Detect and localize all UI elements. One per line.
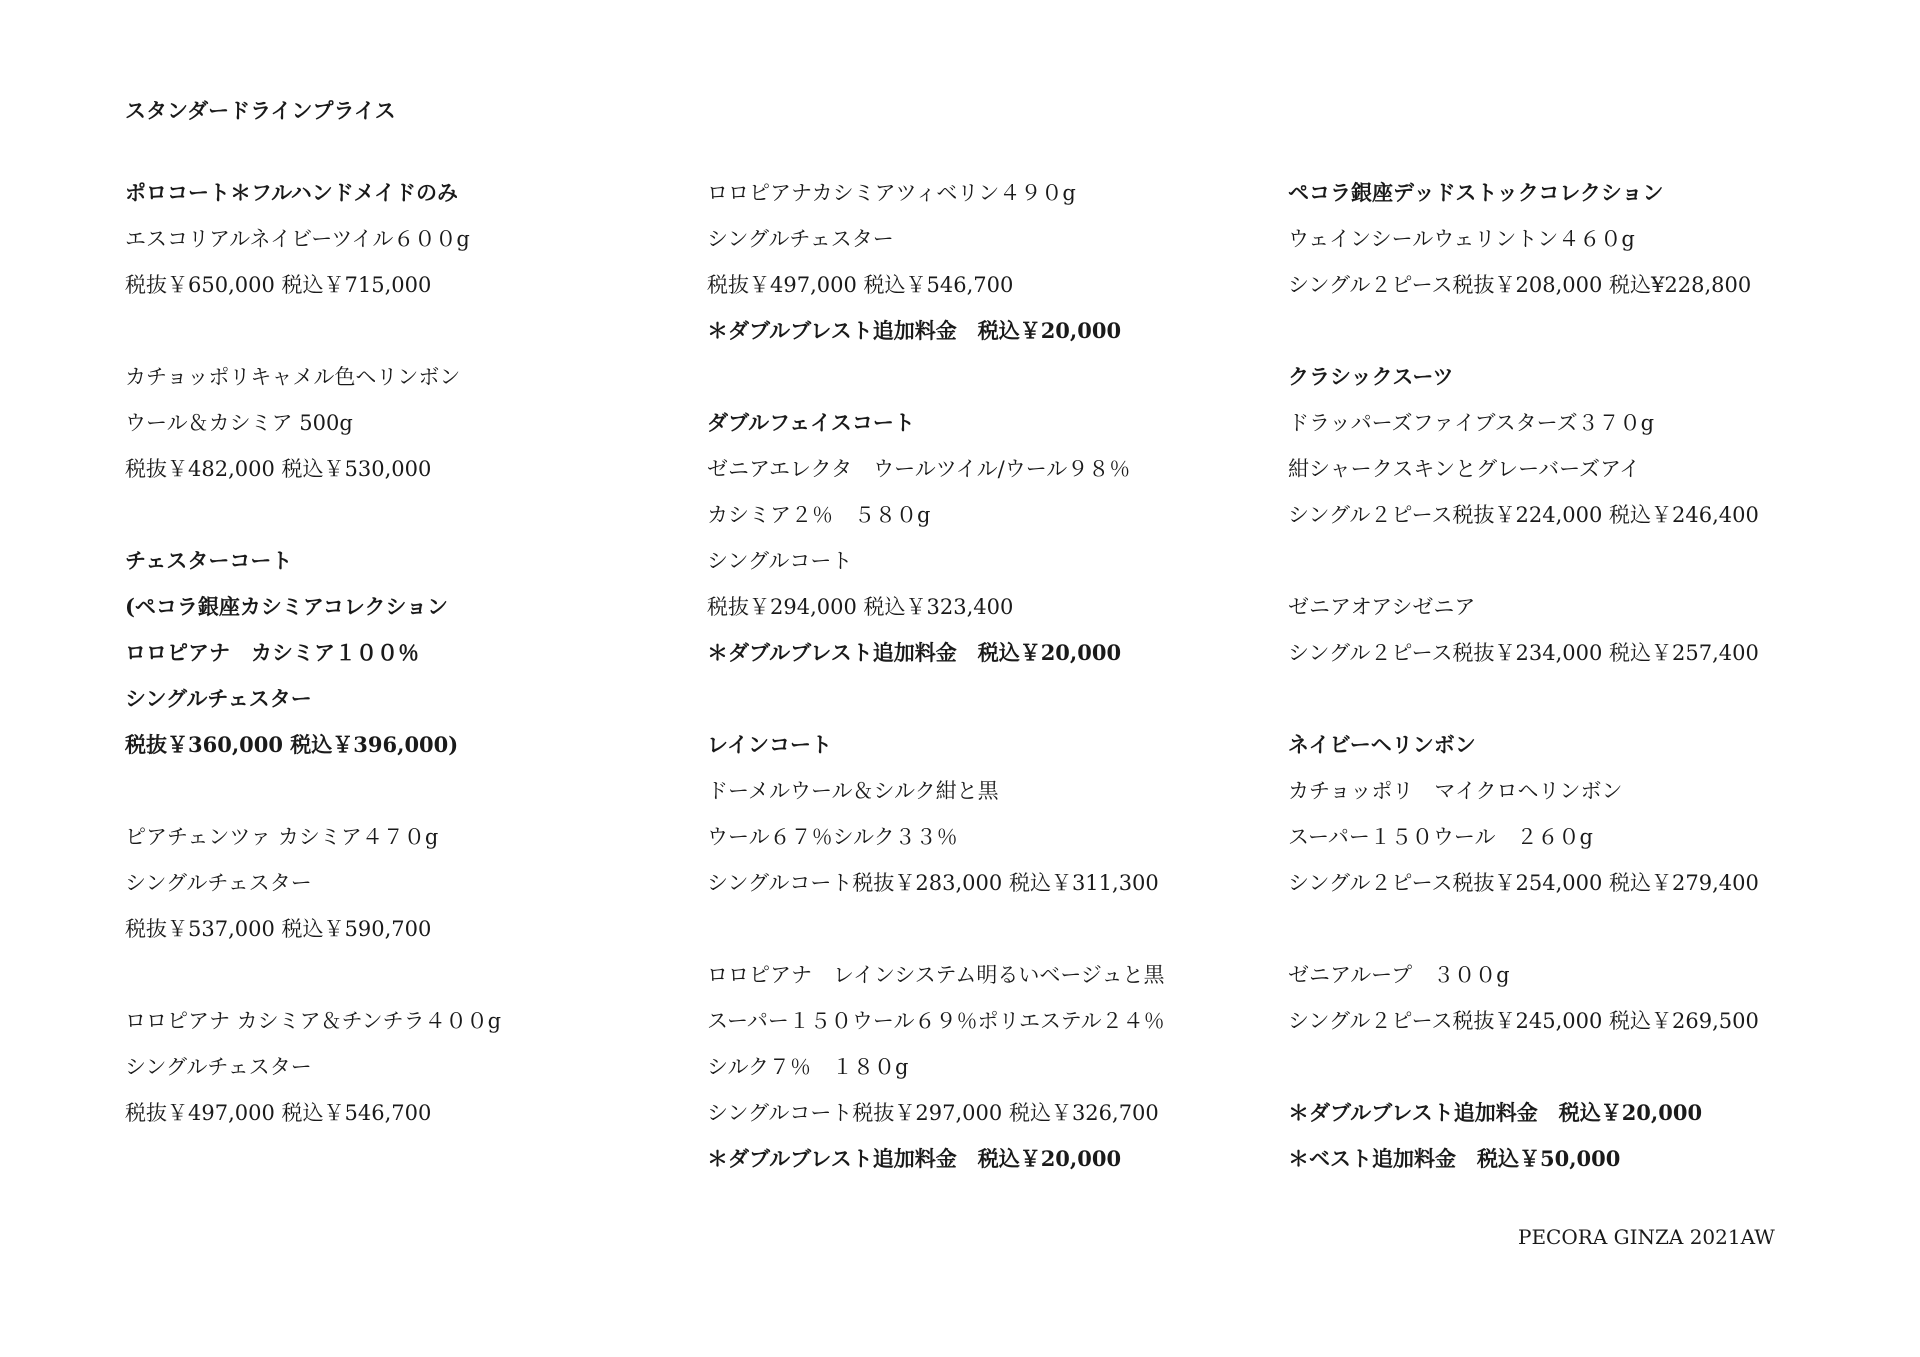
price-line: ロロピアナカシミアツィベリン４９０g (707, 181, 1076, 205)
section-heading: ＊ダブルブレスト追加料金 税込￥20,000 (707, 1146, 1122, 1171)
price-line: カチョッポリ マイクロヘリンボン (1288, 779, 1623, 803)
section-heading: ネイビーヘリンボン (1288, 732, 1476, 757)
price-line: シングル２ピース税抜￥224,000 税込￥246,400 (1288, 503, 1759, 527)
section-heading: シングルチェスター (125, 686, 312, 711)
spacer (1288, 906, 1848, 952)
price-line: 税抜￥650,000 税込￥715,000 (125, 273, 432, 297)
page-title: スタンダードラインプライス (125, 98, 396, 123)
price-line: ゼニアオアシゼニア (1288, 595, 1476, 619)
section-heading: ペコラ銀座デッドストックコレクション (1288, 180, 1664, 205)
price-line: 税抜￥482,000 税込￥530,000 (125, 457, 432, 481)
price-line: ロロピアナ カシミア＆チンチラ４００g (125, 1009, 502, 1033)
price-line: ドーメルウール＆シルク紺と黒 (707, 779, 999, 803)
price-column-1 (125, 170, 685, 1136)
spacer (707, 906, 1267, 952)
spacer (1288, 308, 1848, 354)
price-line: シングルチェスター (125, 871, 312, 895)
spacer (1288, 538, 1848, 584)
section-heading: (ペコラ銀座カシミアコレクション (125, 594, 449, 619)
price-line: シングル２ピース税抜￥208,000 税込¥228,800 (1288, 273, 1752, 297)
section-heading: ＊ダブルブレスト追加料金 税込￥20,000 (707, 318, 1122, 343)
price-line: ゼニアループ ３００g (1288, 963, 1510, 987)
section-heading: ＊ベスト追加料金 税込￥50,000 (1288, 1146, 1621, 1171)
section-heading: ポロコート＊フルハンドメイドのみ (125, 180, 459, 205)
price-line: 税抜￥497,000 税込￥546,700 (707, 273, 1014, 297)
price-line: シングルコート (707, 549, 853, 573)
price-line: ウェインシールウェリントン４６０g (1288, 227, 1635, 251)
price-line: シングルチェスター (125, 1055, 312, 1079)
section-heading: ロロピアナ カシミア１００％ (125, 640, 419, 665)
section-heading: チェスターコート (125, 548, 293, 573)
price-column-2 (707, 170, 1267, 1182)
price-line: シングルコート税抜￥297,000 税込￥326,700 (707, 1101, 1159, 1125)
spacer (125, 952, 685, 998)
price-column-3 (1288, 170, 1848, 1182)
spacer (1288, 676, 1848, 722)
price-line: カチョッポリキャメル色ヘリンボン (125, 365, 461, 389)
spacer (707, 354, 1267, 400)
price-line: シングル２ピース税抜￥234,000 税込￥257,400 (1288, 641, 1759, 665)
spacer (125, 308, 685, 354)
section-heading: ダブルフェイスコート (707, 410, 915, 435)
price-line: 税抜￥537,000 税込￥590,700 (125, 917, 432, 941)
section-heading: レインコート (707, 732, 832, 757)
price-line: 税抜￥294,000 税込￥323,400 (707, 595, 1014, 619)
footer-brand: PECORA GINZA 2021AW (1518, 1225, 1775, 1249)
section-heading: ＊ダブルブレスト追加料金 税込￥20,000 (1288, 1100, 1703, 1125)
price-line: シングル２ピース税抜￥254,000 税込￥279,400 (1288, 871, 1759, 895)
price-line: ゼニアエレクタ ウールツイル/ウール９８％ (707, 457, 1131, 481)
spacer (125, 492, 685, 538)
spacer (125, 768, 685, 814)
price-line: 税抜￥497,000 税込￥546,700 (125, 1101, 432, 1125)
section-heading: 税抜￥360,000 税込￥396,000) (125, 732, 459, 757)
price-line: シングル２ピース税抜￥245,000 税込￥269,500 (1288, 1009, 1759, 1033)
price-line: シングルコート税抜￥283,000 税込￥311,300 (707, 871, 1159, 895)
price-line: スーパー１５０ウール ２６０g (1288, 825, 1593, 849)
price-line: ウール６７％シルク３３％ (707, 825, 958, 849)
price-line: ピアチェンツァ カシミア４７０g (125, 825, 439, 849)
price-line: シルク７％ １８０g (707, 1055, 909, 1079)
price-line: ウール＆カシミア 500g (125, 411, 353, 435)
section-heading: クラシックスーツ (1288, 364, 1454, 389)
section-heading: ＊ダブルブレスト追加料金 税込￥20,000 (707, 640, 1122, 665)
spacer (1288, 1044, 1848, 1090)
price-line: ロロピアナ レインシステム明るいベージュと黒 (707, 963, 1165, 987)
price-line: エスコリアルネイビーツイル６００g (125, 227, 470, 251)
price-line: カシミア２％ ５８０g (707, 503, 931, 527)
price-line: シングルチェスター (707, 227, 894, 251)
price-line: スーパー１５０ウール６９％ポリエステル２４％ (707, 1009, 1165, 1033)
price-line: ドラッパーズファイブスターズ３７０g (1288, 411, 1655, 435)
price-line: 紺シャークスキンとグレーバーズアイ (1288, 457, 1641, 481)
spacer (707, 676, 1267, 722)
